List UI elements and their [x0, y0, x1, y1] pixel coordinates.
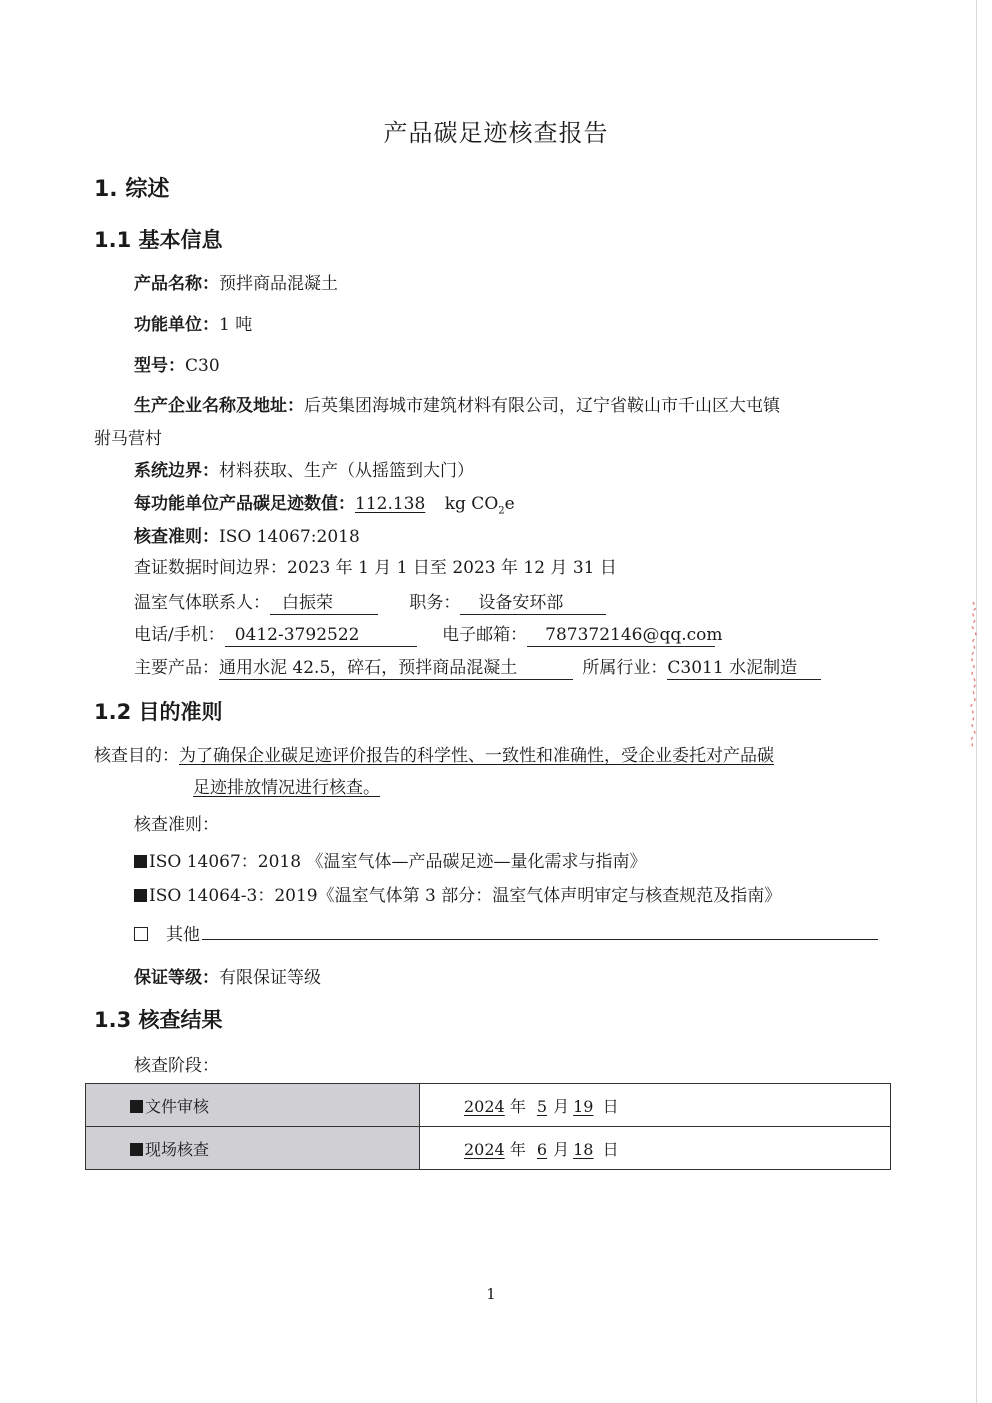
page-number: 1 — [486, 1285, 496, 1303]
standard-row — [134, 525, 360, 549]
seal-stamp-edge — [964, 600, 982, 770]
purpose-label: 核查目的： — [94, 746, 179, 766]
contact-value: 白振荣 — [270, 592, 378, 615]
report-title: 产品碳足迹核查报告 — [383, 119, 609, 147]
criteria-2-row — [134, 884, 781, 908]
criteria-other-row — [134, 922, 878, 947]
criteria-1-text: ISO 14067：2018 《温室气体—产品碳足迹—量化需求与指南》 — [149, 852, 647, 872]
section-1-heading: 1. 综述 — [94, 177, 170, 202]
section-1-3-heading: 1.3 核查结果 — [94, 1008, 223, 1032]
position-value: 设备安环部 — [460, 592, 606, 615]
boundary-row — [134, 459, 474, 483]
criteria-other-text: 其他 — [166, 925, 200, 945]
unchecked-box-icon — [134, 927, 148, 941]
functional-unit-row — [134, 313, 252, 337]
checked-box-icon — [130, 1100, 143, 1113]
time-boundary-label: 查证数据时间边界： — [134, 558, 287, 578]
products-label: 主要产品： — [134, 658, 219, 678]
criteria-2-text: ISO 14064-3：2019《温室气体第 3 部分：温室气体声明审定与核查规范及指南》 — [149, 886, 782, 906]
checked-box-icon — [130, 1143, 143, 1156]
product-name-row — [134, 272, 338, 296]
criteria-1-row — [134, 850, 646, 874]
functional-unit-value: 1 吨 — [219, 315, 253, 335]
industry-value: C3011 水泥制造 — [667, 657, 821, 680]
time-boundary-row — [134, 556, 617, 580]
footprint-label: 每功能单位产品碳足迹数值： — [134, 494, 355, 514]
email-label: 电子邮箱： — [442, 625, 528, 645]
stage-date-cell: 2024 年 5 月 19 日 — [420, 1084, 891, 1127]
products-value: 通用水泥 42.5，碎石，预拌商品混凝土 — [219, 657, 573, 680]
boundary-label: 系统边界： — [134, 461, 219, 481]
phone-row — [134, 623, 723, 647]
section-1-1-heading: 1.1 基本信息 — [94, 228, 223, 252]
model-label: 型号： — [134, 356, 185, 376]
table-row — [86, 1084, 891, 1127]
company-row — [134, 394, 780, 418]
stage-table — [85, 1083, 891, 1170]
purpose-line2: 足迹排放情况进行核查。 — [193, 778, 380, 798]
checked-box-icon — [134, 855, 147, 868]
footprint-value: 112.138 — [355, 494, 426, 514]
industry-label: 所属行业： — [582, 658, 668, 678]
checked-box-icon — [134, 889, 147, 902]
assurance-label: 保证等级： — [134, 968, 219, 988]
boundary-value: 材料获取、生产（从摇篮到大门） — [219, 461, 474, 481]
stage-date-cell: 2024 年 6 月 18 日 — [420, 1127, 891, 1170]
product-name-label: 产品名称： — [134, 274, 219, 294]
standard-value: ISO 14067:2018 — [219, 527, 360, 547]
criteria-label: 核查准则： — [134, 815, 219, 835]
contact-row — [134, 591, 606, 615]
contact-label: 温室气体联系人： — [134, 593, 270, 613]
purpose-row — [94, 744, 774, 768]
model-value: C30 — [185, 356, 220, 376]
footprint-unit: kg $CO_2e$ — [444, 494, 515, 517]
phone-value: 0412-3792522 — [225, 624, 417, 647]
assurance-row — [134, 966, 321, 990]
standard-label: 核查准则： — [134, 527, 219, 547]
functional-unit-label: 功能单位： — [134, 315, 219, 335]
section-1-2-heading: 1.2 目的准则 — [94, 700, 223, 724]
stage-label: 核查阶段： — [134, 1056, 219, 1076]
products-row — [134, 656, 821, 680]
position-label: 职务： — [409, 593, 461, 613]
email-value: 787372146@qq.com — [527, 624, 715, 647]
footprint-row — [134, 492, 515, 523]
table-row — [86, 1127, 891, 1170]
phone-label: 电话/手机： — [134, 625, 225, 645]
purpose-line1: 为了确保企业碳足迹评价报告的科学性、一致性和准确性，受企业委托对产品碳 — [179, 746, 774, 766]
model-row — [134, 354, 220, 378]
company-value-line1: 后英集团海城市建筑材料有限公司，辽宁省鞍山市千山区大屯镇 — [304, 396, 780, 416]
stage-name-cell: 现场核查 — [86, 1127, 420, 1170]
stage-name-cell: 文件审核 — [86, 1084, 420, 1127]
company-value-line2: 驸马营村 — [94, 429, 162, 449]
criteria-other-blank — [202, 922, 878, 940]
company-label: 生产企业名称及地址： — [134, 396, 304, 416]
product-name-value: 预拌商品混凝土 — [219, 274, 338, 294]
time-boundary-value: 2023 年 1 月 1 日至 2023 年 12 月 31 日 — [287, 558, 617, 578]
assurance-value: 有限保证等级 — [219, 968, 321, 988]
